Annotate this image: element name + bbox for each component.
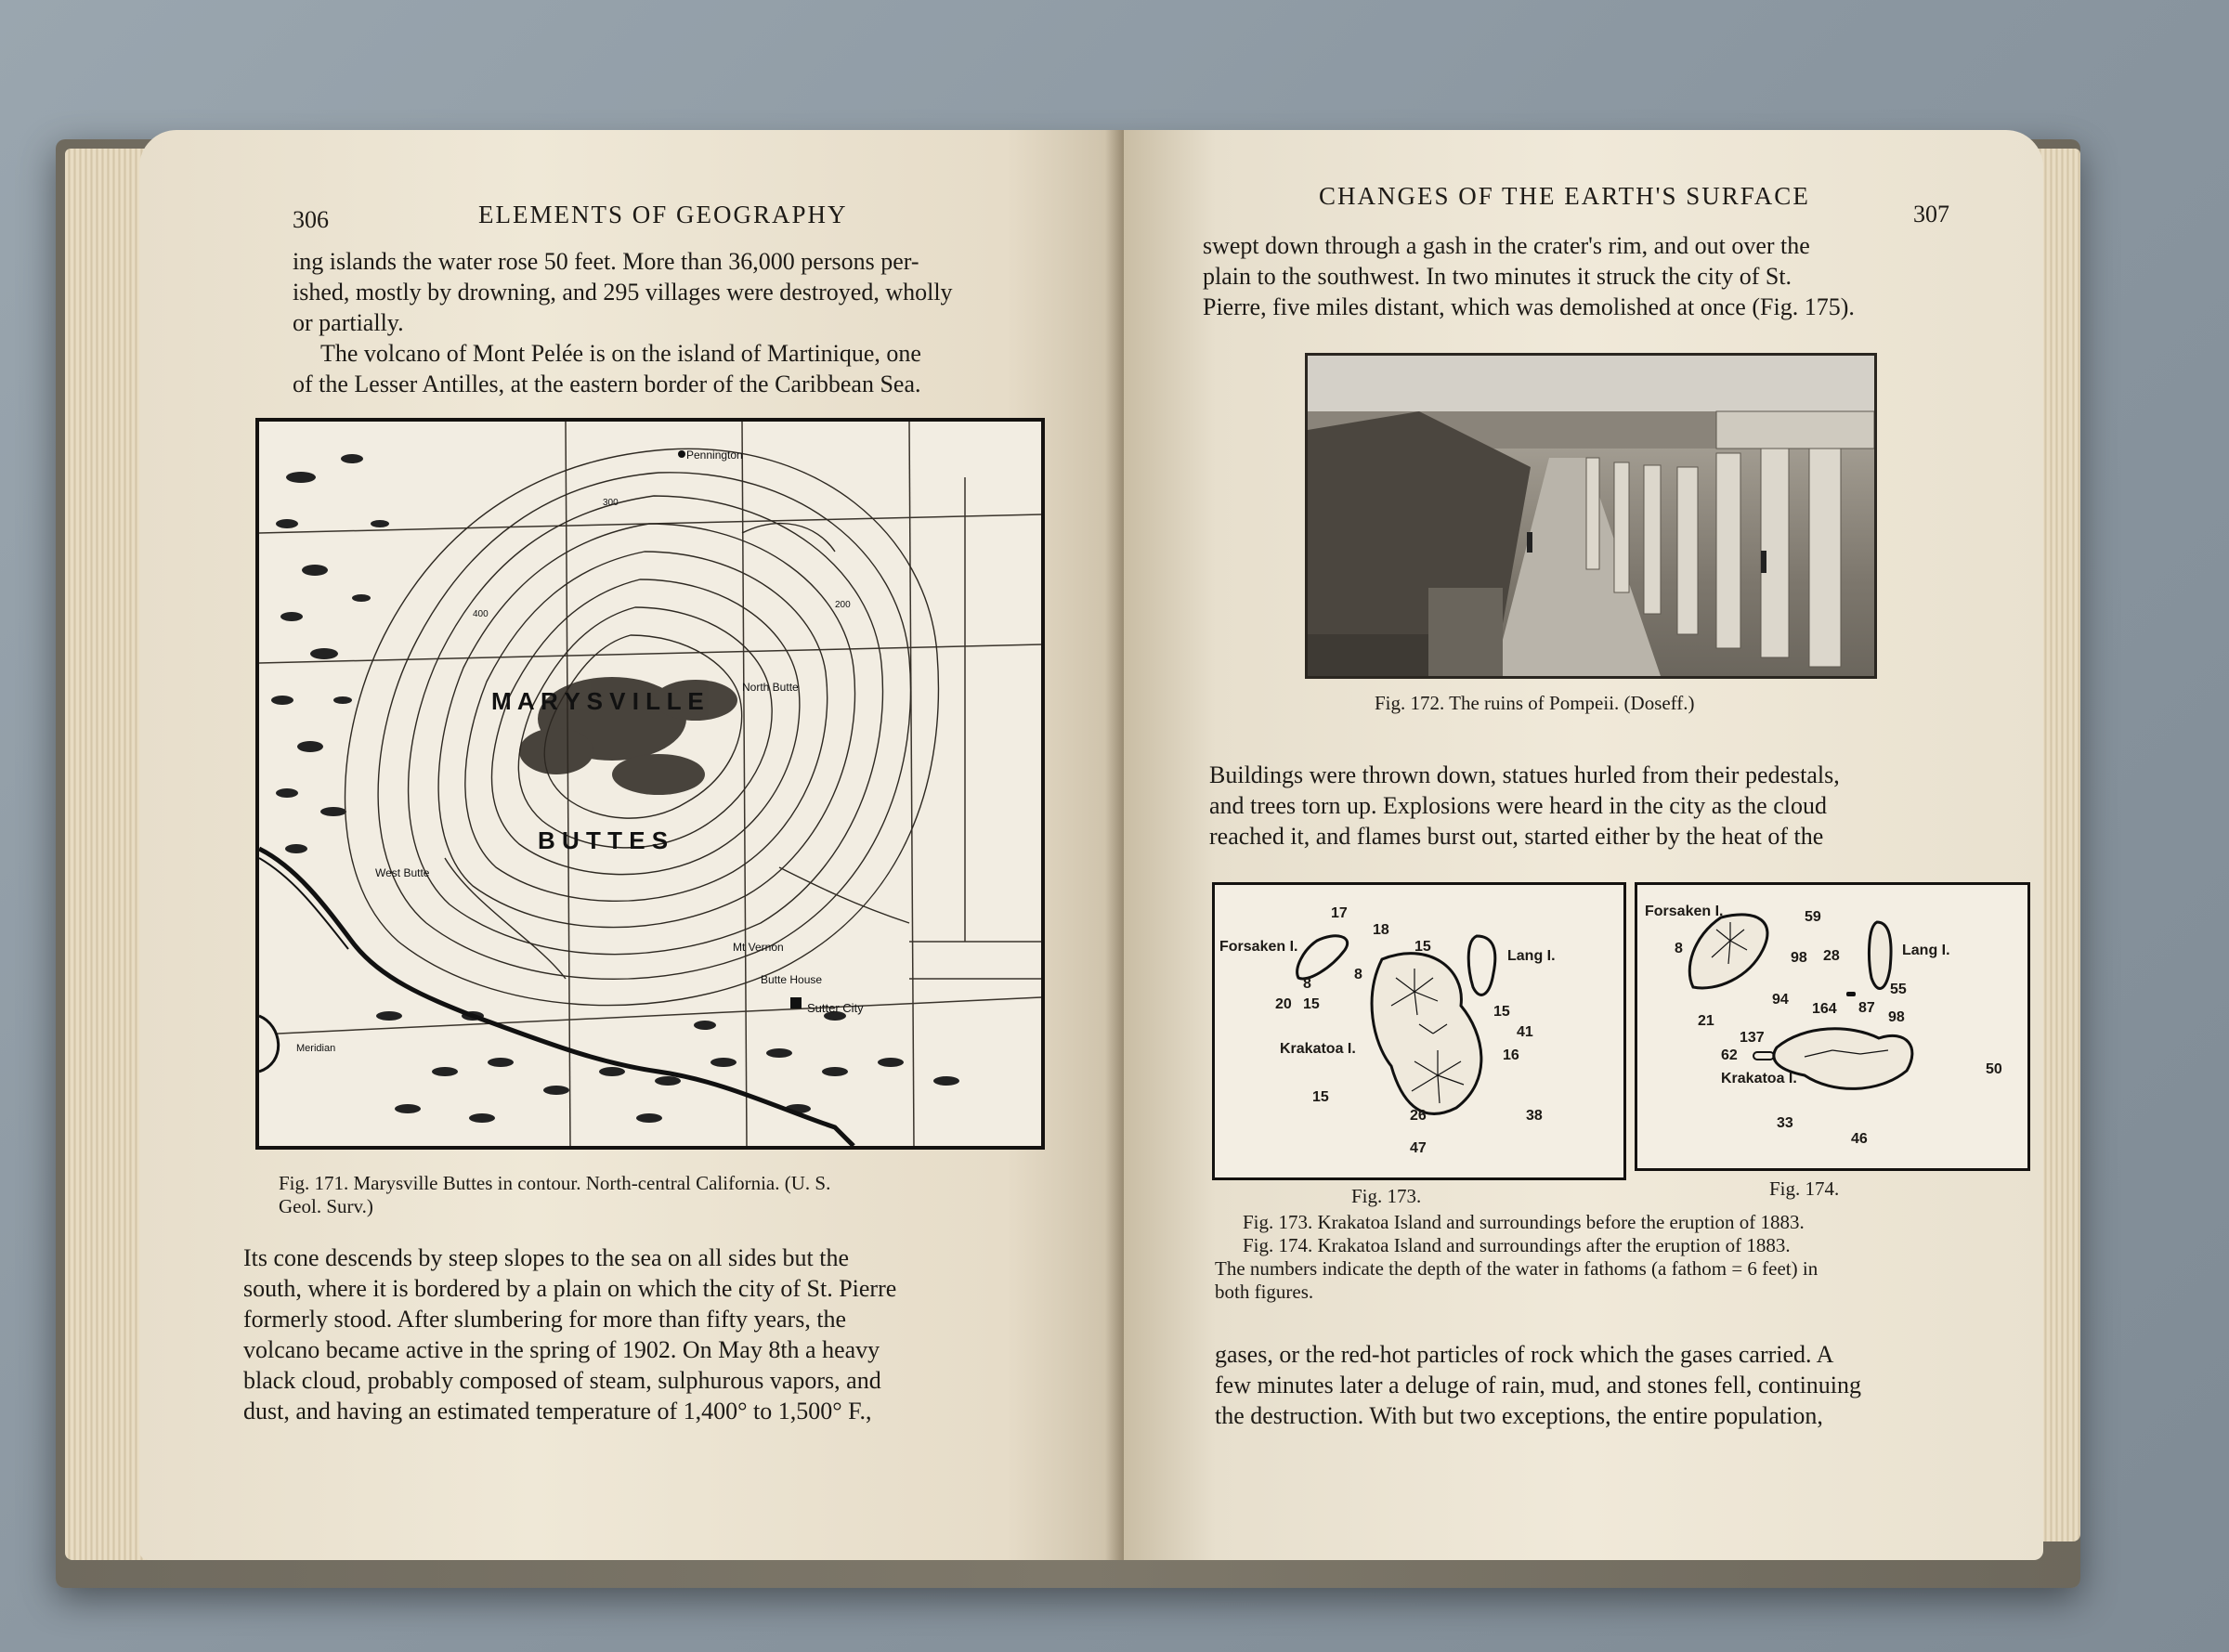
figure-173-map — [1212, 882, 1626, 1180]
island-label-forsaken: Forsaken I. — [1645, 904, 1724, 919]
depth-label: 87 — [1858, 1000, 1875, 1016]
text-line: Pierre, five miles distant, which was demolished at once (Fig. 175). — [1203, 293, 1855, 320]
text-line: few minutes later a deluge of rain, mud, and stones fell, continuing — [1215, 1372, 1862, 1398]
middle-paragraph — [1209, 760, 2008, 852]
contour-label: 400 — [473, 609, 489, 619]
depth-label: 26 — [1410, 1108, 1427, 1124]
pompeii-ruins-image — [1308, 356, 1874, 676]
depth-label: 17 — [1331, 905, 1348, 921]
depth-label: 50 — [1986, 1061, 2002, 1077]
bottom-paragraph — [1215, 1339, 2023, 1431]
depth-label: 137 — [1740, 1030, 1765, 1046]
text-line: gases, or the red-hot particles of rock which the gases carried. A — [1215, 1341, 1834, 1368]
depth-label: 21 — [1698, 1013, 1714, 1029]
top-paragraph — [293, 246, 1091, 399]
contour-label: 200 — [835, 600, 851, 610]
depth-label: 15 — [1312, 1089, 1329, 1105]
depth-label: 20 — [1275, 996, 1292, 1012]
island-label-forsaken: Forsaken I. — [1219, 939, 1298, 955]
depth-label: 94 — [1772, 992, 1789, 1008]
text-line: Buildings were thrown down, statues hurled from their pedestals, — [1209, 761, 1840, 788]
text-line: ing islands the water rose 50 feet. More than 36,000 persons per- — [293, 248, 919, 275]
label-pennington: Pennington — [686, 449, 743, 462]
page-number: 306 — [293, 206, 329, 233]
figure-173-label: Fig. 173. — [1351, 1185, 1422, 1207]
island-label-lang: Lang I. — [1902, 943, 1950, 958]
figure-172-photo — [1305, 353, 1877, 679]
depth-label: 55 — [1890, 982, 1907, 997]
depth-label: 41 — [1517, 1024, 1533, 1040]
depth-label: 59 — [1805, 909, 1821, 925]
depth-label: 62 — [1721, 1047, 1738, 1063]
depth-label: 38 — [1526, 1108, 1543, 1124]
depth-label: 18 — [1373, 922, 1389, 938]
running-head: CHANGES OF THE EARTH'S SURFACE — [1319, 182, 1810, 210]
krakatoa-after-graphic — [1637, 885, 2027, 1168]
text-line: ished, mostly by drowning, and 295 villages were destroyed, wholly — [293, 279, 953, 306]
top-paragraph — [1203, 230, 2001, 322]
depth-label: 33 — [1777, 1115, 1793, 1131]
text-line: reached it, and flames burst out, started either by the heat of the — [1209, 823, 1824, 850]
text-line: The volcano of Mont Pelée is on the island of Martinique, one — [320, 340, 921, 367]
label-marysville: M A R Y S V I L L E — [491, 687, 704, 715]
text-line: Its cone descends by steep slopes to the sea on all sides but the — [243, 1244, 850, 1271]
label-north-butte: North Butte — [742, 681, 799, 694]
figure-171-caption — [279, 1172, 1077, 1218]
text-line: volcano became active in the spring of 1902. On May 8th a heavy — [243, 1336, 880, 1363]
krakatoa-before-graphic — [1215, 885, 1623, 1177]
figure-173-174-captions — [1215, 1211, 2023, 1304]
label-mt-vernon: Mt Vernon — [733, 941, 784, 954]
depth-label: 47 — [1410, 1140, 1427, 1156]
text-line: or partially. — [293, 309, 404, 336]
depth-label: 8 — [1675, 941, 1683, 956]
figure-172-caption: Fig. 172. The ruins of Pompeii. (Doseff.) — [1375, 692, 1695, 714]
page-number: 307 — [1913, 201, 1949, 228]
left-page — [139, 130, 1124, 1560]
island-label-krakatoa: Krakatoa I. — [1721, 1071, 1797, 1086]
label-west-butte: West Butte — [375, 866, 430, 879]
running-head: ELEMENTS OF GEOGRAPHY — [478, 201, 848, 228]
depth-label: 15 — [1303, 996, 1320, 1012]
contour-map-graphic — [259, 422, 1041, 1146]
text-line: swept down through a gash in the crater's rim, and out over the — [1203, 232, 1810, 259]
depth-label: 98 — [1888, 1009, 1905, 1025]
figure-174-label: Fig. 174. — [1769, 1177, 1840, 1200]
caption-line: Fig. 173. Krakatoa Island and surroundings before the eruption of 1883. — [1243, 1211, 1805, 1233]
depth-label: 15 — [1414, 939, 1431, 955]
depth-label: 28 — [1823, 948, 1840, 964]
text-line: dust, and having an estimated temperature of 1,400° to 1,500° F., — [243, 1398, 872, 1424]
text-line: plain to the southwest. In two minutes it struck the city of St. — [1203, 263, 1792, 290]
island-label-krakatoa: Krakatoa I. — [1280, 1041, 1356, 1057]
text-line: south, where it is bordered by a plain on which the city of St. Pierre — [243, 1275, 897, 1302]
depth-label: 16 — [1503, 1047, 1519, 1063]
depth-label: 46 — [1851, 1131, 1868, 1147]
caption-line: The numbers indicate the depth of the water in fathoms (a fathom = 6 feet) in — [1215, 1257, 1818, 1280]
text-line: and trees torn up. Explosions were heard in the city as the cloud — [1209, 792, 1827, 819]
figure-174-map — [1635, 882, 2030, 1171]
text-line: black cloud, probably composed of steam, sulphurous vapors, and — [243, 1367, 881, 1394]
caption-line: Fig. 174. Krakatoa Island and surroundings after the eruption of 1883. — [1243, 1234, 1791, 1256]
depth-label: 98 — [1791, 950, 1807, 966]
depth-label: 15 — [1493, 1004, 1510, 1020]
sutter-city-marker — [790, 997, 802, 1008]
bottom-paragraph — [243, 1242, 1061, 1426]
caption-line: both figures. — [1215, 1281, 1314, 1303]
label-butte-house: Butte House — [761, 973, 823, 986]
label-meridian: Meridian — [296, 1043, 336, 1054]
text-line: of the Lesser Antilles, at the eastern border of the Caribbean Sea. — [293, 371, 921, 397]
text-line: the destruction. With but two exceptions, the entire population, — [1215, 1402, 1823, 1429]
label-sutter-city: Sutter City — [807, 1001, 864, 1015]
caption-line: Geol. Surv.) — [279, 1195, 373, 1217]
island-label-lang: Lang I. — [1507, 948, 1556, 964]
depth-label: 8 — [1303, 976, 1311, 992]
depth-label: 164 — [1812, 1001, 1837, 1017]
depth-label: 8 — [1354, 967, 1362, 982]
contour-label: 300 — [603, 498, 619, 508]
caption-line: Fig. 171. Marysville Buttes in contour. North-central California. (U. S. — [279, 1172, 831, 1194]
text-line: formerly stood. After slumbering for more than fifty years, the — [243, 1306, 847, 1333]
right-page — [1124, 130, 2043, 1560]
label-buttes: B U T T E S — [538, 826, 669, 854]
figure-171-map — [255, 418, 1045, 1150]
